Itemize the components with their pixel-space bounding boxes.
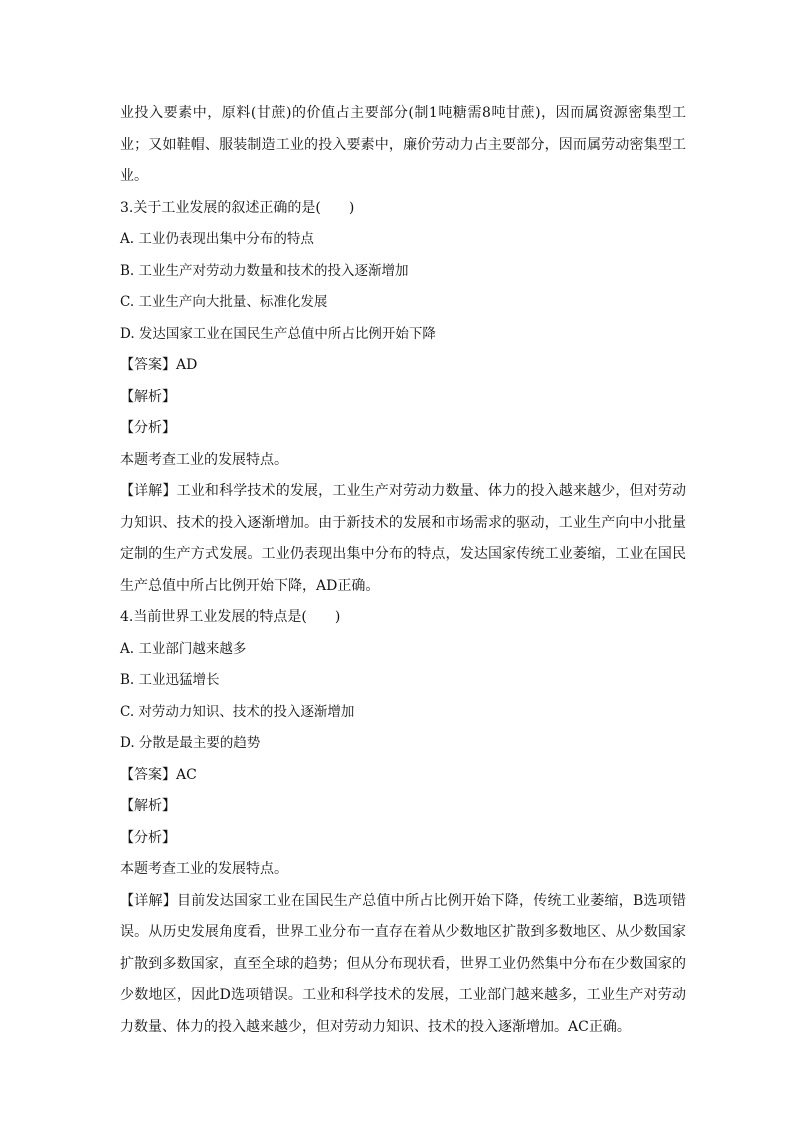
question-3: 3.关于工业发展的叙述正确的是( ) <box>120 199 355 216</box>
q4-option-a: A. 工业部门越来越多 <box>120 640 247 657</box>
question-4: 4.当前世界工业发展的特点是( ) <box>120 609 341 625</box>
q3-jiexi-heading: 【解析】 <box>120 388 176 405</box>
q4-fenxi-heading: 【分析】 <box>120 829 176 846</box>
q3-answer: 【答案】AD <box>120 357 198 373</box>
intro-paragraph: 业投入要素中，原料(甘蔗)的价值占主要部分(制1吨糖需8吨甘蔗)，因而属资源密集型工业；又如鞋帽、服装制造工业的投入要素中，廉价劳动力占主要部分，因而属劳动密集型工业。 <box>120 105 686 184</box>
q4-option-c: C. 对劳动力知识、技术的投入逐渐增加 <box>120 703 355 720</box>
q3-fenxi-heading: 【分析】 <box>120 420 176 436</box>
q3-option-d: D. 发达国家工业在国民生产总值中所占比例开始下降 <box>120 325 436 342</box>
q3-analysis: 本题考查工业的发展特点。 <box>120 451 288 468</box>
q3-option-b: B. 工业生产对劳动力数量和技术的投入逐渐增加 <box>120 262 409 279</box>
q4-answer: 【答案】AC <box>120 766 197 783</box>
q3-option-c: C. 工业生产向大批量、标准化发展 <box>120 294 328 310</box>
q4-detail: 【详解】目前发达国家工业在国民生产总值中所占比例开始下降，传统工业萎缩，B选项错误。从历史发展角度看，世界工业分布一直存在着从少数地区扩散到多数地区、从少数国家扩散到多数国家，直至全球的趋势；但从分布现状看，世界工业仍然集中分布在少数国家的少数地区，因此D选项错误。工业和科学技术的发展，工业部门越来越多，工业生产对劳动力数量、体力的投入越来越少，但对劳动力知识、技术的投入逐渐增加。AC正确。 <box>120 892 686 1035</box>
q3-option-a: A. 工业仍表现出集中分布的特点 <box>120 231 314 247</box>
q4-option-d: D. 分散是最主要的趋势 <box>120 735 261 751</box>
q3-detail: 【详解】工业和科学技术的发展，工业生产对劳动力数量、体力的投入越来越少，但对劳动力知识、技术的投入逐渐增加。由于新技术的发展和市场需求的驱动，工业生产向中小批量定制的生产方式发展。工业仍表现出集中分布的特点，发达国家传统工业萎缩，工业在国民生产总值中所占比例开始下降，AD正确。 <box>120 483 686 594</box>
q4-analysis: 本题考查工业的发展特点。 <box>120 861 288 877</box>
q4-option-b: B. 工业迅猛增长 <box>120 672 220 688</box>
document-content <box>120 98 686 1043</box>
q4-jiexi-heading: 【解析】 <box>120 798 176 814</box>
